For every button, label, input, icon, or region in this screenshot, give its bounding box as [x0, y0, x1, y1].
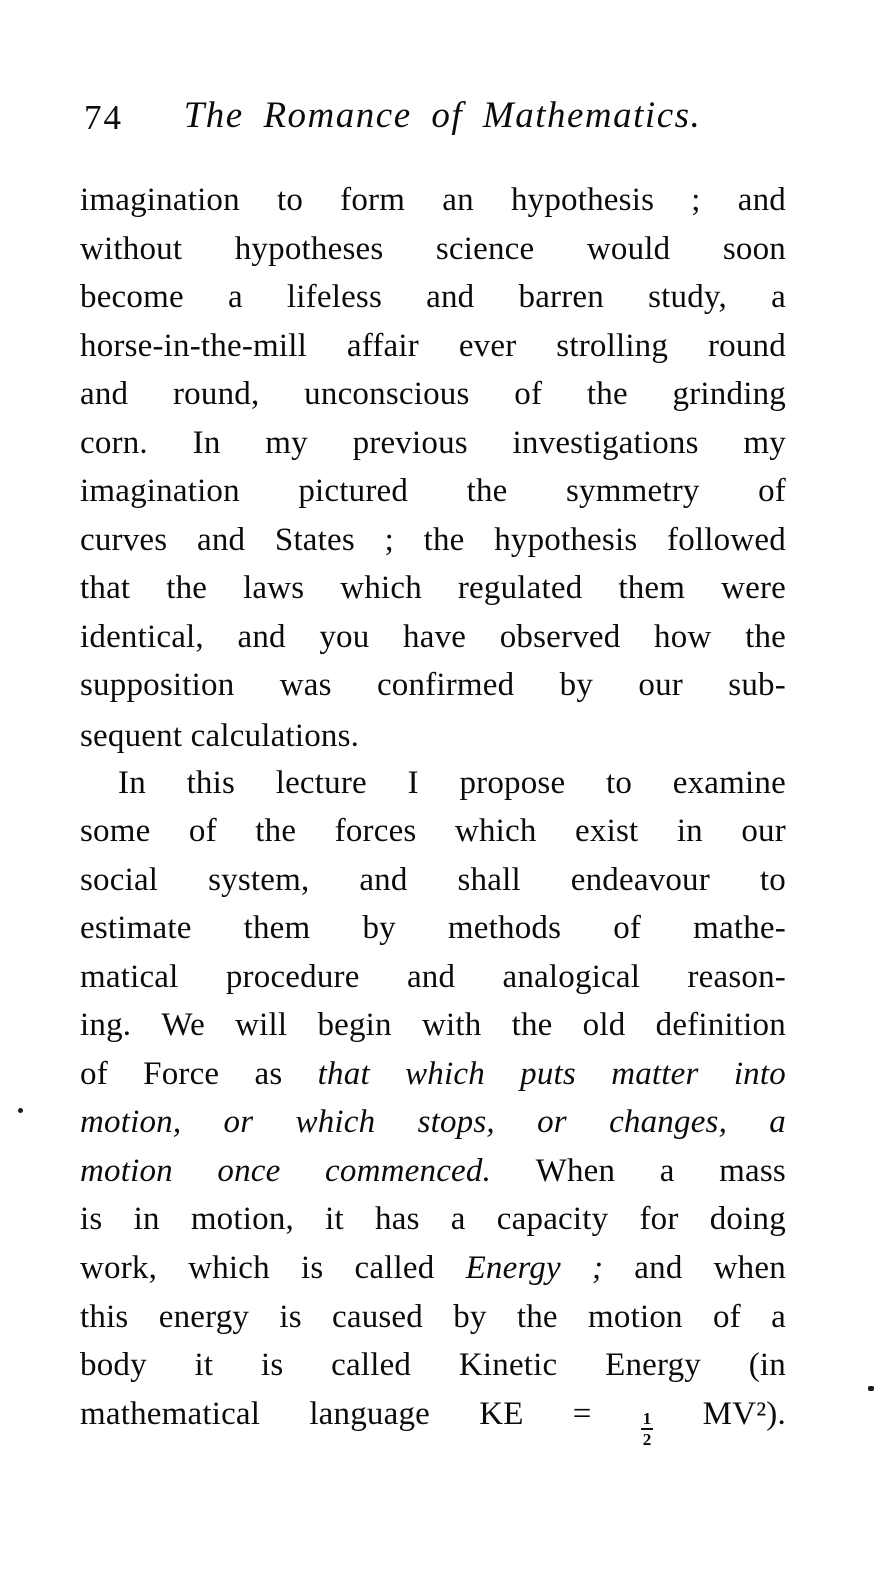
word: has	[375, 1201, 420, 1238]
word: my	[265, 424, 308, 461]
word: and	[426, 279, 475, 316]
word: propose	[459, 764, 566, 801]
word: and	[80, 376, 129, 413]
text-line	[80, 765, 786, 814]
word: which	[340, 570, 422, 607]
word: into	[733, 1055, 786, 1092]
word: In	[118, 764, 146, 801]
word: KE	[479, 1395, 524, 1432]
word: in	[676, 813, 703, 850]
word: our	[638, 667, 683, 704]
word: of	[758, 473, 786, 510]
word: of	[514, 376, 543, 413]
word: to	[276, 182, 304, 218]
word: estimate	[80, 910, 192, 947]
word: I	[407, 764, 419, 801]
word: that	[80, 570, 131, 607]
ink-speck	[18, 1108, 23, 1113]
word: hypothesis	[494, 521, 638, 558]
text-line	[80, 473, 786, 522]
word: examine	[672, 764, 786, 801]
word: the	[516, 1298, 558, 1335]
word: a	[771, 279, 786, 316]
word: have	[403, 618, 467, 655]
word: with	[421, 1007, 482, 1044]
word: soon	[722, 230, 786, 267]
text-line	[80, 231, 786, 280]
word: is	[300, 1250, 324, 1287]
word: them	[618, 570, 686, 607]
word: is	[279, 1298, 302, 1335]
word: grinding	[672, 376, 786, 413]
word: strolling	[556, 327, 669, 364]
word: investigations	[512, 424, 699, 461]
word: laws	[243, 570, 305, 607]
word: body	[80, 1347, 147, 1384]
word: them	[243, 910, 311, 947]
word: forces	[334, 813, 417, 850]
word: of	[80, 1055, 108, 1092]
text-line	[80, 425, 786, 474]
text-line	[80, 667, 786, 716]
word: unconscious	[304, 376, 470, 413]
word: ing.	[80, 1007, 132, 1044]
word: in	[133, 1201, 160, 1238]
word: horse-in-the-mill	[80, 327, 308, 364]
word: of	[613, 910, 642, 947]
word: language	[309, 1395, 431, 1432]
word: or	[223, 1104, 254, 1141]
word: form	[340, 182, 406, 218]
word: motion	[588, 1298, 683, 1335]
word: MV²).	[702, 1395, 786, 1432]
word: is	[80, 1201, 103, 1238]
word: lecture	[275, 764, 367, 801]
page-number: 74	[84, 98, 123, 137]
word: imagination	[80, 473, 240, 510]
text-line	[80, 1007, 786, 1056]
word: energy	[158, 1298, 250, 1335]
text-line	[80, 570, 786, 619]
word: for	[639, 1201, 679, 1238]
word: it	[325, 1201, 344, 1238]
word: Energy	[605, 1347, 701, 1384]
word: Energy	[465, 1250, 561, 1287]
word: symmetry	[566, 473, 700, 510]
word: a	[771, 1298, 786, 1335]
word: how	[654, 618, 712, 655]
word: Kinetic	[458, 1347, 558, 1384]
word: followed	[667, 521, 786, 558]
text-line	[80, 279, 786, 328]
word: social	[80, 861, 159, 898]
ink-speck	[868, 1386, 874, 1391]
word: mass	[719, 1152, 786, 1189]
word: observed	[499, 618, 621, 655]
word: mathematical	[80, 1395, 261, 1432]
word: reason-	[687, 958, 786, 995]
word: will	[235, 1007, 288, 1044]
word: to	[606, 764, 633, 801]
text-line	[80, 813, 786, 862]
text-run: sequent calculations.	[80, 718, 360, 755]
word: We	[161, 1007, 205, 1044]
word: were	[721, 570, 786, 607]
word: and	[406, 958, 456, 995]
word: ;	[691, 182, 701, 218]
word: matical	[80, 958, 179, 995]
word: or	[537, 1104, 567, 1141]
word: when	[713, 1250, 786, 1287]
word: called	[354, 1250, 435, 1287]
word: lifeless	[286, 279, 382, 316]
word: which	[405, 1055, 485, 1092]
text-line	[80, 1347, 786, 1396]
word: motion,	[80, 1104, 182, 1141]
word: round	[707, 327, 786, 364]
word: ever	[458, 327, 517, 364]
word: once	[217, 1152, 281, 1189]
word: become	[80, 279, 184, 316]
word: was	[279, 667, 332, 704]
word: some	[80, 813, 151, 850]
word: the	[586, 376, 628, 413]
word: ;	[384, 521, 394, 558]
word: ;	[591, 1250, 604, 1287]
word: previous	[352, 424, 468, 461]
word: exist	[575, 813, 639, 850]
page-header	[0, 94, 885, 146]
word: and	[196, 521, 246, 558]
word: definition	[655, 1007, 786, 1044]
word: (in	[748, 1347, 786, 1384]
word: without	[80, 230, 183, 267]
word: by	[453, 1298, 487, 1335]
word: shall	[457, 861, 521, 898]
word: begin	[317, 1007, 392, 1044]
word: and	[634, 1250, 683, 1287]
word: In	[192, 424, 221, 461]
word: endeavour	[570, 861, 710, 898]
word: and	[737, 182, 786, 218]
running-title: The Romance of Mathematics.	[183, 95, 702, 136]
word: to	[759, 861, 786, 898]
word: mathe-	[693, 910, 786, 947]
word: system,	[208, 861, 310, 898]
word: pictured	[298, 473, 409, 510]
word: a	[769, 1104, 786, 1141]
word: an	[442, 182, 474, 218]
word: old	[582, 1007, 626, 1044]
word: sub-	[728, 667, 786, 704]
word: you	[319, 618, 370, 655]
word: a	[227, 279, 243, 316]
word: motion	[80, 1152, 173, 1189]
word: the	[466, 473, 508, 510]
text-line	[80, 1395, 786, 1449]
text-line	[80, 1153, 786, 1202]
word: hypothesis	[510, 182, 655, 218]
word: the	[423, 521, 465, 558]
text-line	[80, 1056, 786, 1105]
word: hypotheses	[234, 230, 384, 267]
word: analogical	[502, 958, 641, 995]
word: it	[194, 1347, 214, 1384]
word: would	[586, 230, 671, 267]
word: science	[435, 230, 535, 267]
word: corn.	[80, 424, 148, 461]
word: puts	[520, 1055, 576, 1092]
word: our	[741, 813, 786, 850]
word: my	[743, 424, 786, 461]
word: the	[255, 813, 297, 850]
text-line	[80, 716, 786, 765]
text-line	[80, 1299, 786, 1348]
body-text	[80, 182, 786, 1449]
word: and	[359, 861, 408, 898]
word: procedure	[225, 958, 360, 995]
text-line	[80, 959, 786, 1008]
word: study,	[648, 279, 727, 316]
word: motion,	[190, 1201, 294, 1238]
word: round,	[172, 376, 260, 413]
word: which	[295, 1104, 376, 1141]
text-line	[80, 1250, 786, 1299]
word: which	[188, 1250, 270, 1287]
word: the	[166, 570, 208, 607]
word: commenced.	[325, 1152, 492, 1189]
word: is	[261, 1347, 284, 1384]
word: When	[535, 1152, 616, 1189]
word: =	[572, 1395, 592, 1432]
text-line	[80, 182, 786, 231]
word: the	[745, 618, 786, 655]
word: which	[454, 813, 537, 850]
word: this	[186, 764, 236, 801]
word: called	[331, 1347, 412, 1384]
word: and	[237, 618, 286, 655]
word: affair	[346, 327, 419, 364]
word: changes,	[609, 1104, 728, 1141]
word: of	[712, 1298, 741, 1335]
word: work,	[80, 1250, 158, 1287]
fraction-one-half: $\frac{1}{2}$	[642, 1408, 652, 1449]
text-line	[80, 862, 786, 911]
word: as	[254, 1055, 283, 1092]
word: this	[80, 1298, 129, 1335]
word: supposition	[80, 667, 235, 704]
text-line	[80, 1104, 786, 1153]
word: a	[450, 1201, 466, 1238]
word: by	[559, 667, 594, 704]
text-line	[80, 376, 786, 425]
word: matter	[611, 1055, 699, 1092]
word: capacity	[496, 1201, 609, 1238]
word: doing	[709, 1201, 786, 1238]
text-line	[80, 619, 786, 668]
word: of	[188, 813, 217, 850]
word: imagination	[80, 182, 240, 218]
word: caused	[332, 1298, 423, 1335]
word: Force	[143, 1055, 220, 1092]
word: that	[317, 1055, 370, 1092]
word: methods	[447, 910, 562, 947]
text-line	[80, 328, 786, 377]
word: barren	[518, 279, 604, 316]
text-line	[80, 1201, 786, 1250]
text-line	[80, 522, 786, 571]
word: identical,	[80, 618, 204, 655]
word: by	[362, 910, 396, 947]
word: regulated	[457, 570, 583, 607]
word: confirmed	[376, 667, 515, 704]
word: the	[511, 1007, 553, 1044]
text-line	[80, 910, 786, 959]
word: curves	[80, 521, 168, 558]
word: stops,	[417, 1104, 495, 1141]
word: States	[274, 521, 355, 558]
word: a	[659, 1152, 675, 1189]
